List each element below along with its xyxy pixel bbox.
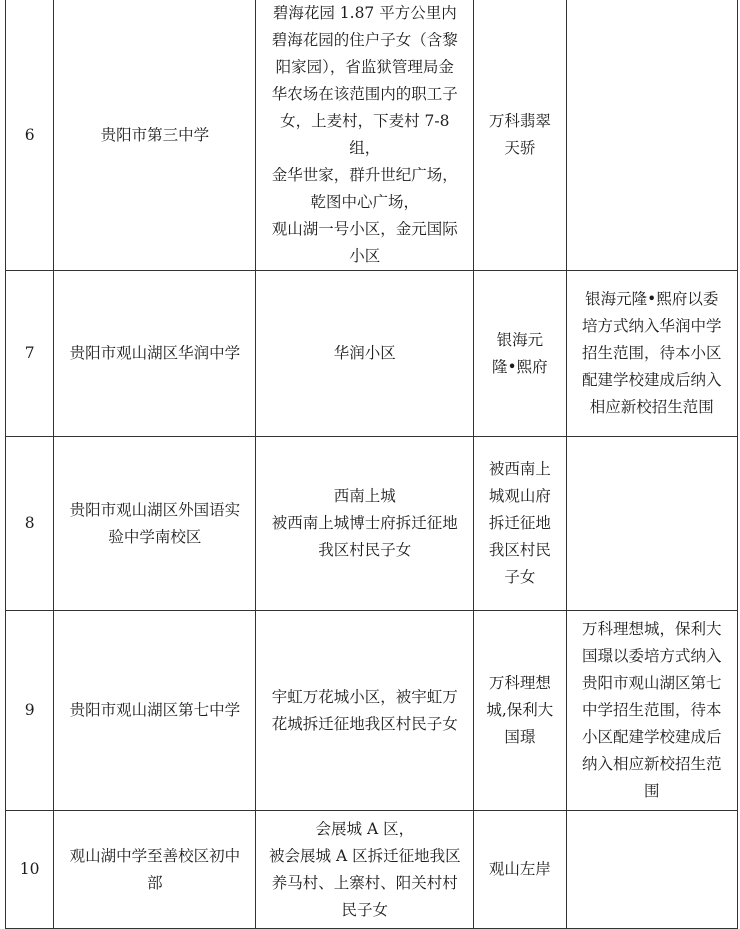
table-row xyxy=(6,0,738,271)
enrollment-area: 碧海花园 1.87 平方公里内 碧海花园的住户子女（含黎 阳家园），省监狱管理局金 华农场在该范围内的职工子 女，上麦村，下麦村 7-8 组， 金华世家，群升世纪广场， 乾图中心广场， 观山湖一号小区，金元国际 小区 xyxy=(256,0,474,271)
school-name: 贵阳市观山湖区第七中学 xyxy=(54,611,256,811)
school-name: 贵阳市观山湖区外国语实 验中学南校区 xyxy=(54,437,256,611)
linked-community: 被西南上 城观山府 拆迁征地 我区村民 子女 xyxy=(474,437,566,611)
enrollment-area: 会展城 A 区， 被会展城 A 区拆迁征地我区 养马村、上寨村、阳关村村 民子女 xyxy=(256,811,474,929)
remarks xyxy=(566,811,737,929)
linked-community: 观山左岸 xyxy=(474,811,566,929)
school-name: 贵阳市观山湖区华润中学 xyxy=(54,271,256,437)
remarks xyxy=(566,437,737,611)
row-number: 6 xyxy=(6,0,54,271)
linked-community: 万科翡翠 天骄 xyxy=(474,0,566,271)
enrollment-area: 宇虹万花城小区，被宇虹万 花城拆迁征地我区村民子女 xyxy=(256,611,474,811)
table-row xyxy=(6,611,738,811)
row-number: 8 xyxy=(6,437,54,611)
row-number: 10 xyxy=(6,811,54,929)
enrollment-area: 华润小区 xyxy=(256,271,474,437)
enrollment-area: 西南上城 被西南上城博士府拆迁征地 我区村民子女 xyxy=(256,437,474,611)
table-row xyxy=(6,437,738,611)
remarks: 万科理想城，保利大 国璟以委培方式纳入 贵阳市观山湖区第七 中学招生范围，待本 小区配建学校建成后 纳入相应新校招生范 围 xyxy=(566,611,737,811)
remarks xyxy=(566,0,737,271)
linked-community: 万科理想 城,保利大 国璟 xyxy=(474,611,566,811)
linked-community: 银海元 隆•熙府 xyxy=(474,271,566,437)
row-number: 9 xyxy=(6,611,54,811)
remarks: 银海元隆•熙府以委 培方式纳入华润中学 招生范围，待本小区 配建学校建成后纳入 相应新校招生范围 xyxy=(566,271,737,437)
table-row xyxy=(6,811,738,929)
school-name: 观山湖中学至善校区初中 部 xyxy=(54,811,256,929)
enrollment-zone-table xyxy=(5,0,738,929)
school-name: 贵阳市第三中学 xyxy=(54,0,256,271)
table-row xyxy=(6,271,738,437)
row-number: 7 xyxy=(6,271,54,437)
